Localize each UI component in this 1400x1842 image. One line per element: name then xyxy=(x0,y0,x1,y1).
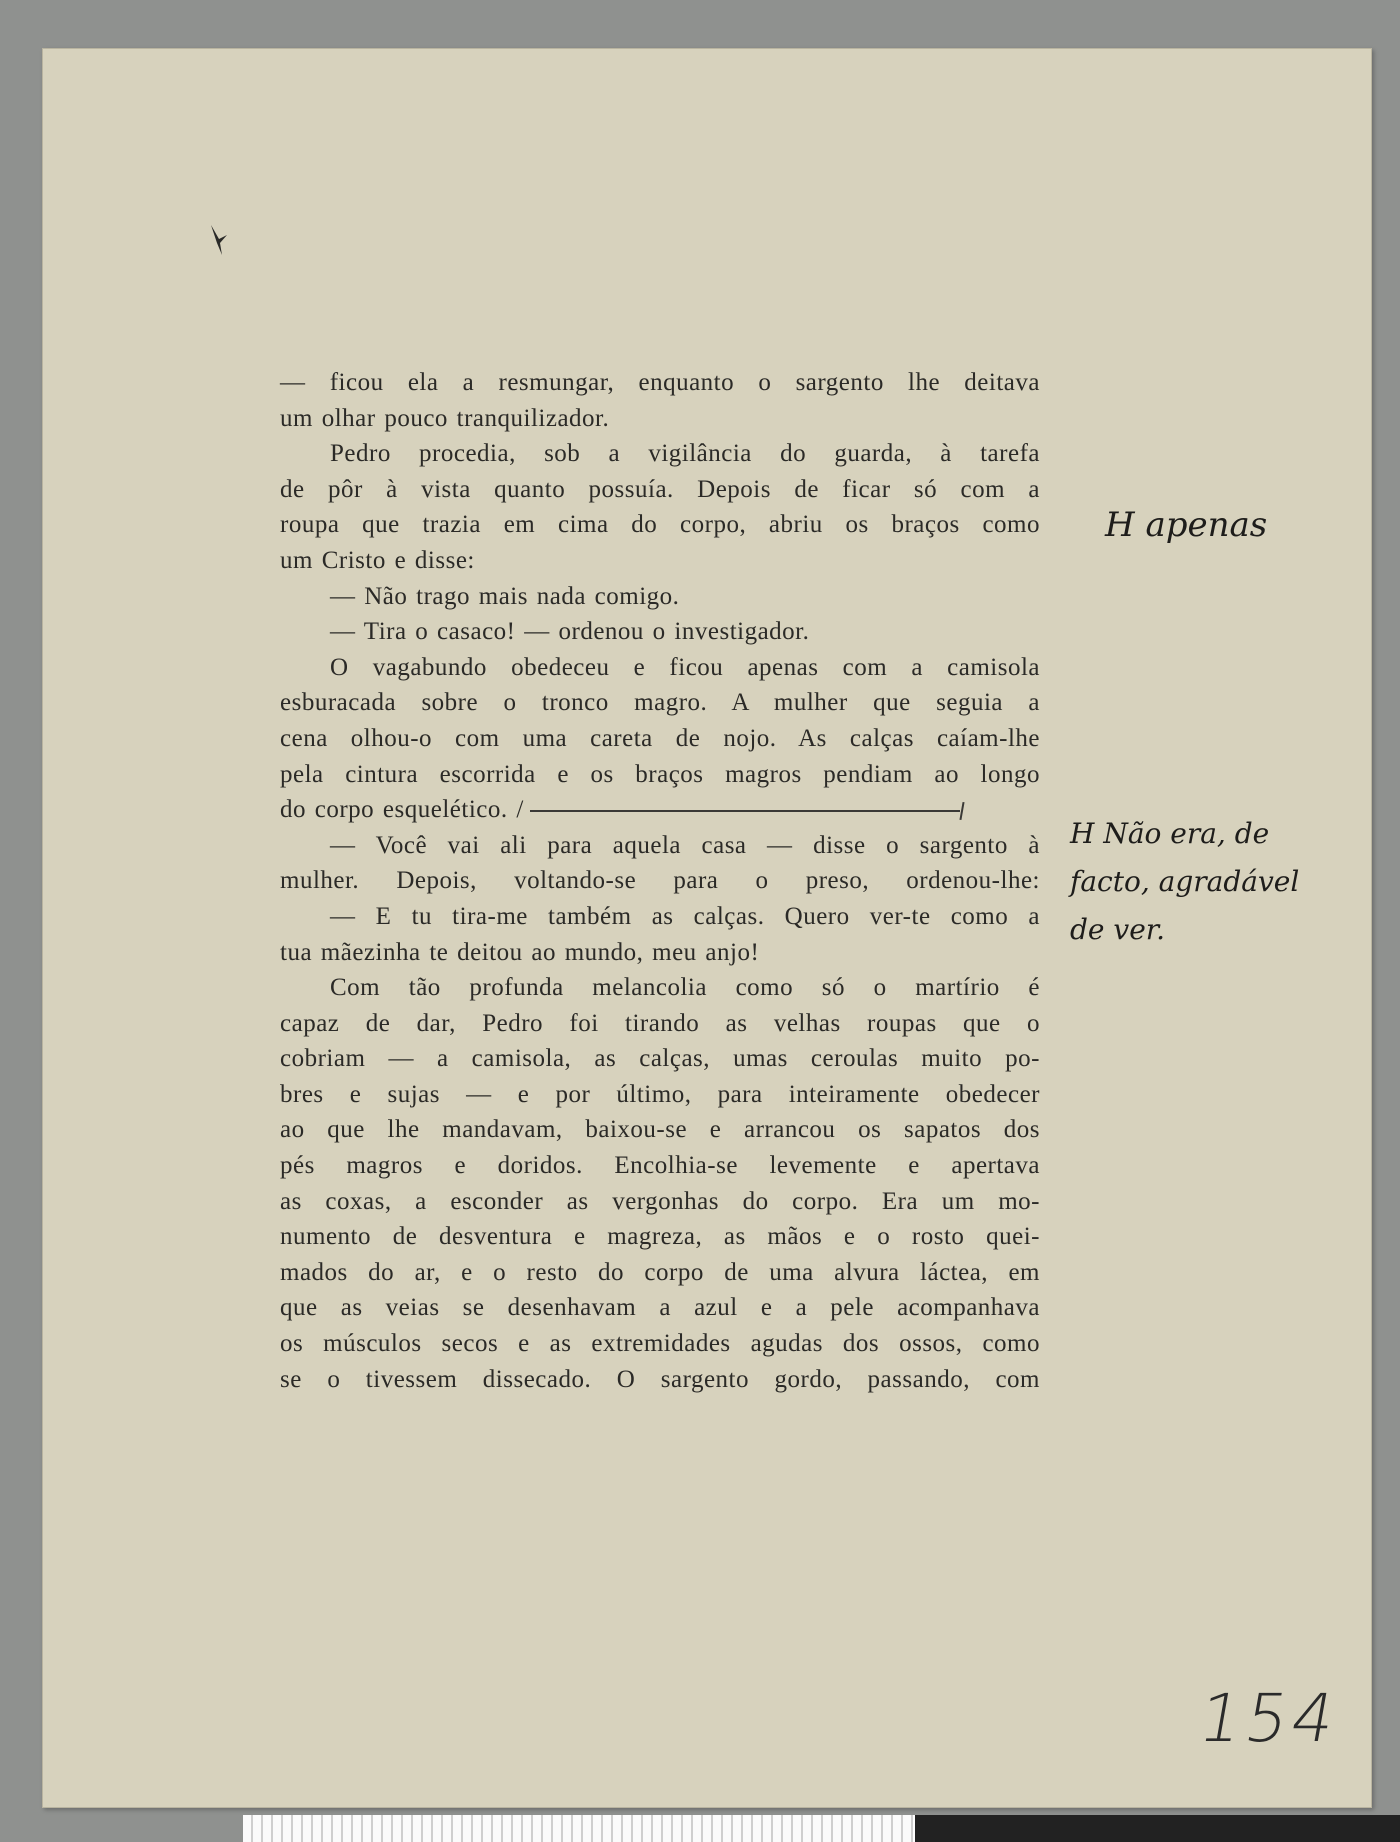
text-line: que as veias se desenhavam a azul e a pele acompanhava xyxy=(280,1294,1040,1322)
text-line: Pedro procedia, sob a vigilância do guarda, à tarefa xyxy=(330,440,1040,468)
text-line: numento de desventura e magreza, as mãos e o rosto quei- xyxy=(280,1223,1040,1251)
ink-mark-icon xyxy=(207,223,231,257)
deletion-line xyxy=(530,810,960,812)
handwritten-note-line: facto, agradável xyxy=(1070,865,1300,898)
text-line: um olhar pouco tranquilizador. xyxy=(280,404,610,432)
ruler-dark-segment xyxy=(913,1815,1400,1842)
text-line: pela cintura escorrida e os braços magros pendiam ao longo xyxy=(280,760,1040,788)
text-line: cobriam — a camisola, as calças, umas ceroulas muito po- xyxy=(280,1045,1040,1073)
page-number: 154 xyxy=(1193,1680,1345,1757)
text-line: cena olhou-o com uma careta de nojo. As calças caíam-lhe xyxy=(280,724,1040,752)
text-line: um Cristo e disse: xyxy=(280,546,475,574)
text-line: — ficou ela a resmungar, enquanto o sargento lhe deitava xyxy=(280,369,1040,396)
text-line: O vagabundo obedeceu e ficou apenas com a camisola xyxy=(330,653,1040,681)
handwritten-note-nao-era xyxy=(1070,810,1360,954)
text-line: de pôr à vista quanto possuía. Depois de ficar só com a xyxy=(280,475,1040,503)
text-line: — Tira o casaco! — ordenou o investigador. xyxy=(330,618,810,646)
text-line: as coxas, a esconder as vergonhas do corpo. Era um mo- xyxy=(280,1187,1040,1215)
text-line: pés magros e doridos. Encolhia-se levemente e apertava xyxy=(280,1152,1040,1180)
text-line: — E tu tira-me também as calças. Quero ver-te como a xyxy=(330,902,1040,930)
text-line: Com tão profunda melancolia como só o martírio é xyxy=(330,974,1040,1002)
text-line: mulher. Depois, voltando-se para o preso, ordenou-lhe: xyxy=(280,867,1040,895)
handwritten-note-apenas: H apenas xyxy=(1105,505,1268,545)
text-line: capaz de dar, Pedro foi tirando as velhas roupas que o xyxy=(280,1009,1040,1037)
scale-ruler xyxy=(243,1815,1400,1842)
text-line: se o tivessem dissecado. O sargento gordo, passando, com xyxy=(280,1365,1040,1393)
text-line: esburacada sobre o tronco magro. A mulher que seguia a xyxy=(280,689,1040,717)
text-line: mados do ar, e o resto do corpo de uma alvura láctea, em xyxy=(280,1258,1040,1286)
text-line: roupa que trazia em cima do corpo, abriu os braços como xyxy=(280,511,1040,539)
handwritten-note-line: H Não era, de xyxy=(1070,817,1270,850)
text-line: tua mãezinha te deitou ao mundo, meu anjo! xyxy=(280,938,760,966)
text-line-with-strike xyxy=(280,792,1040,828)
text-line: ao que lhe mandavam, baixou-se e arrancou os sapatos dos xyxy=(280,1116,1040,1144)
text-line: — Você vai ali para aquela casa — disse o sargento à xyxy=(330,831,1040,859)
text-line: bres e sujas — e por último, para inteiramente obedecer xyxy=(280,1080,1040,1108)
text-line: do corpo esquelético. / xyxy=(280,796,524,824)
handwritten-note-line: de ver. xyxy=(1070,913,1165,946)
ruler-light-segment xyxy=(243,1815,913,1842)
text-line: os músculos secos e as extremidades agudas dos ossos, como xyxy=(280,1330,1040,1358)
text-line: — Não trago mais nada comigo. xyxy=(330,582,680,610)
typed-body-text xyxy=(280,365,1040,1397)
